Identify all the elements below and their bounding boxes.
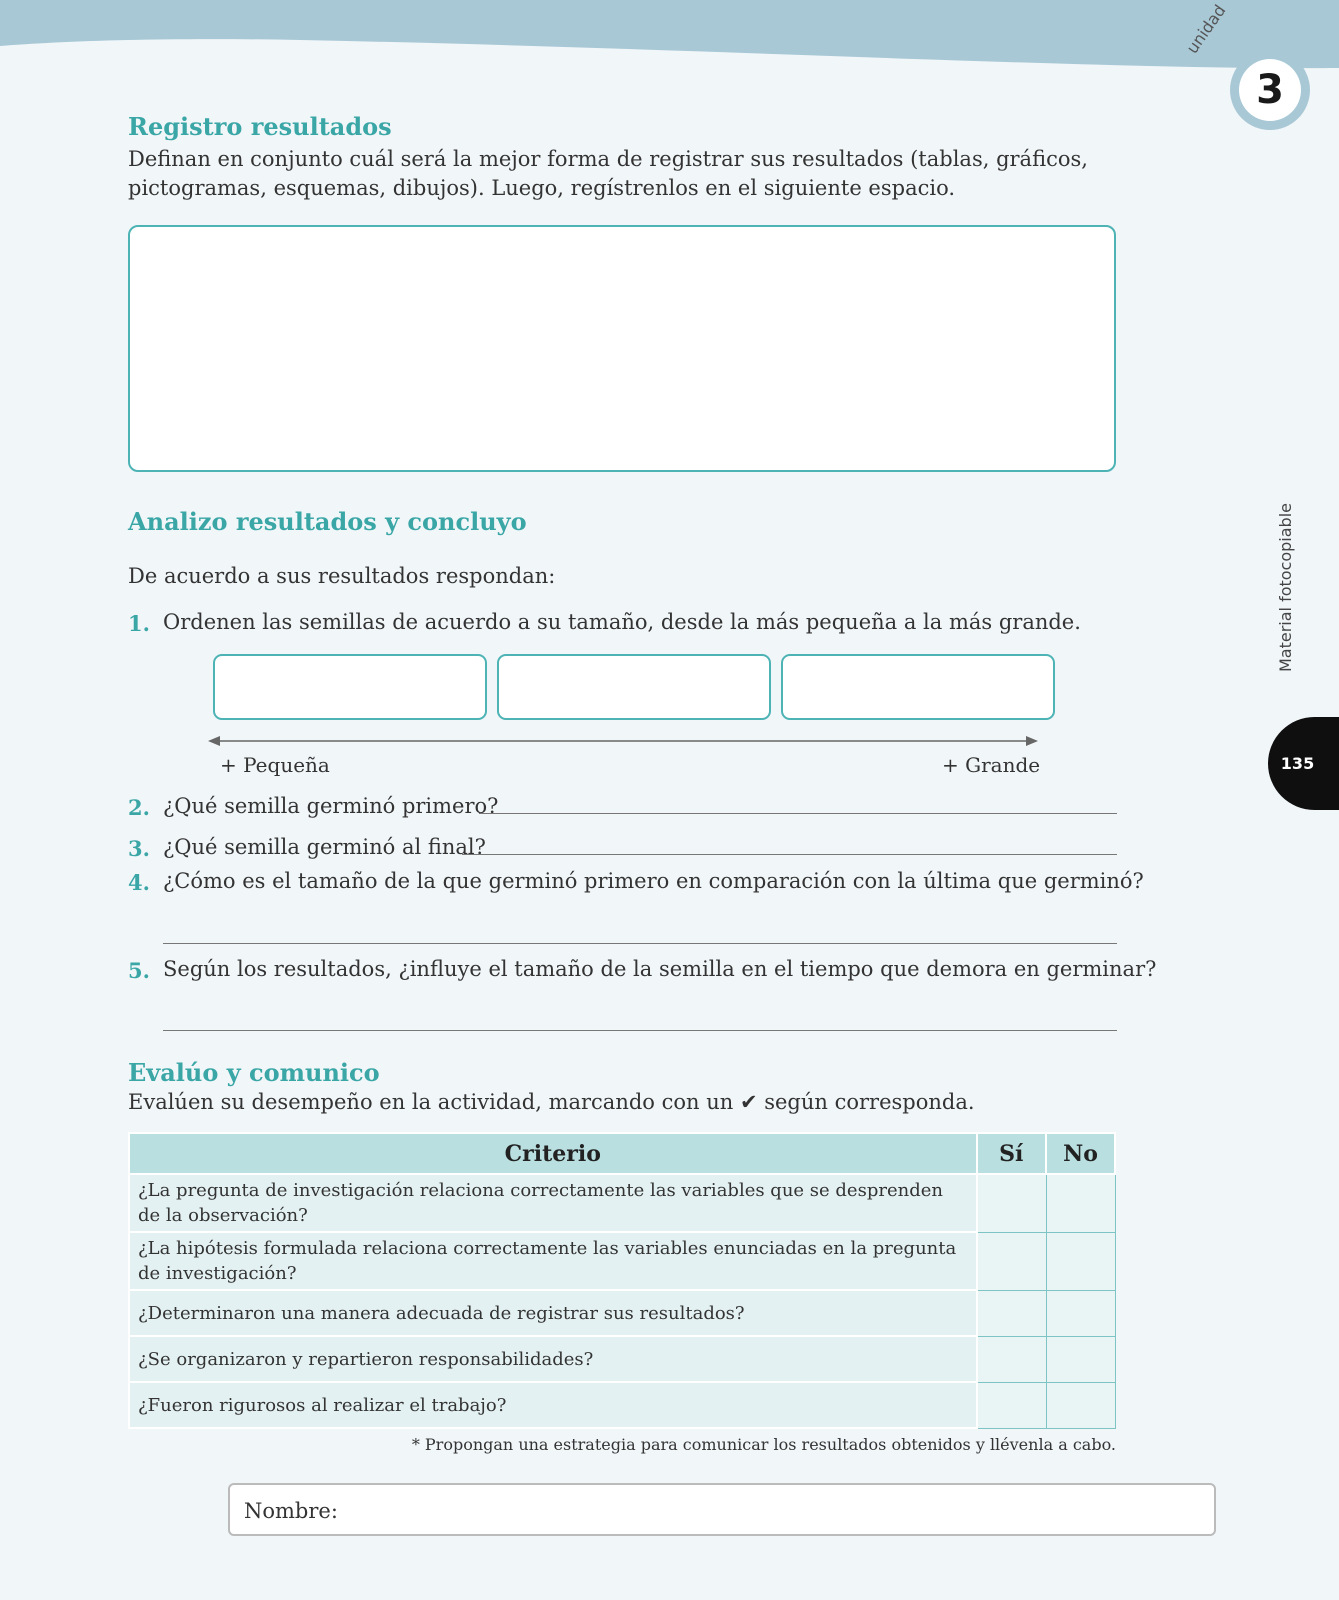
checkbox-no[interactable]	[1046, 1336, 1115, 1382]
column-header-criterio: Criterio	[129, 1133, 977, 1174]
scale-label-large: + Grande	[942, 753, 1041, 777]
table-row	[129, 1336, 1115, 1382]
footnote: * Propongan una estrategia para comunicar los resultados obtenidos y llévenla a cabo.	[411, 1435, 1116, 1454]
criterion-text: ¿La pregunta de investigación relaciona correctamente las variables que se desprenden de la observación?	[129, 1174, 977, 1232]
answer-line[interactable]	[163, 1030, 1117, 1031]
analizo-intro: De acuerdo a sus resultados respondan:	[128, 564, 556, 588]
criterion-text: ¿La hipótesis formulada relaciona correctamente las variables enunciadas en la pregunta de investigación?	[129, 1232, 977, 1290]
question-number: 1.	[128, 611, 150, 636]
checkbox-si[interactable]	[977, 1174, 1047, 1232]
answer-line[interactable]	[462, 854, 1117, 855]
header-wave	[0, 0, 1339, 80]
table-row	[129, 1382, 1115, 1428]
criterion-text: ¿Determinaron una manera adecuada de registrar sus resultados?	[129, 1290, 977, 1336]
checkbox-no[interactable]	[1046, 1232, 1115, 1290]
evaluation-table	[128, 1132, 1116, 1429]
answer-line[interactable]	[479, 813, 1117, 814]
column-header-si: Sí	[977, 1133, 1047, 1174]
criterion-text: ¿Se organizaron y repartieron responsabilidades?	[129, 1336, 977, 1382]
seed-box-1[interactable]	[213, 654, 487, 720]
question-number: 4.	[128, 870, 150, 895]
results-record-area[interactable]	[128, 225, 1116, 472]
page-number: 135	[1268, 717, 1339, 810]
name-label: Nombre:	[244, 1499, 338, 1523]
criterion-text: ¿Fueron rigurosos al realizar el trabajo?	[129, 1382, 977, 1428]
table-row	[129, 1290, 1115, 1336]
checkbox-si[interactable]	[977, 1382, 1047, 1428]
checkbox-si[interactable]	[977, 1232, 1047, 1290]
checkbox-no[interactable]	[1046, 1290, 1115, 1336]
question-text: Según los resultados, ¿influye el tamaño de la semilla en el tiempo que demora en germinar?	[163, 957, 1157, 981]
seed-box-3[interactable]	[781, 654, 1055, 720]
checkbox-si[interactable]	[977, 1290, 1047, 1336]
question-number: 5.	[128, 958, 150, 983]
seed-box-2[interactable]	[497, 654, 771, 720]
unit-label: unidad	[1182, 1, 1230, 58]
scale-label-small: + Pequeña	[220, 753, 330, 777]
checkbox-no[interactable]	[1046, 1174, 1115, 1232]
section-title-evaluo: Evalúo y comunico	[128, 1058, 380, 1087]
unit-number: 3	[1239, 59, 1301, 121]
name-field[interactable]	[228, 1483, 1216, 1536]
checkbox-si[interactable]	[977, 1336, 1047, 1382]
evaluo-text: Evalúen su desempeño en la actividad, marcando con un ✔ según corresponda.	[128, 1090, 975, 1114]
question-text: ¿Qué semilla germinó primero?	[163, 794, 499, 818]
question-text: ¿Qué semilla germinó al final?	[163, 835, 486, 859]
section-title-registro: Registro resultados	[128, 112, 392, 141]
size-scale-arrow	[208, 734, 1038, 748]
column-header-no: No	[1046, 1133, 1115, 1174]
table-row	[129, 1174, 1115, 1232]
question-number: 3.	[128, 836, 150, 861]
registro-text: Definan en conjunto cuál será la mejor forma de registrar sus resultados (tablas, gráficos, pictogramas, esquemas, dibujos). Luego, regístrenlos en el siguiente espacio.	[128, 147, 1088, 200]
side-label: Material fotocopiable	[1276, 502, 1295, 672]
unit-badge	[1230, 50, 1310, 130]
question-text: Ordenen las semillas de acuerdo a su tamaño, desde la más pequeña a la más grande.	[163, 610, 1081, 634]
question-number: 2.	[128, 795, 150, 820]
question-text: ¿Cómo es el tamaño de la que germinó primero en comparación con la última que germinó?	[163, 869, 1144, 893]
answer-line[interactable]	[163, 943, 1117, 944]
checkbox-no[interactable]	[1046, 1382, 1115, 1428]
table-row	[129, 1232, 1115, 1290]
section-title-analizo: Analizo resultados y concluyo	[128, 507, 527, 536]
